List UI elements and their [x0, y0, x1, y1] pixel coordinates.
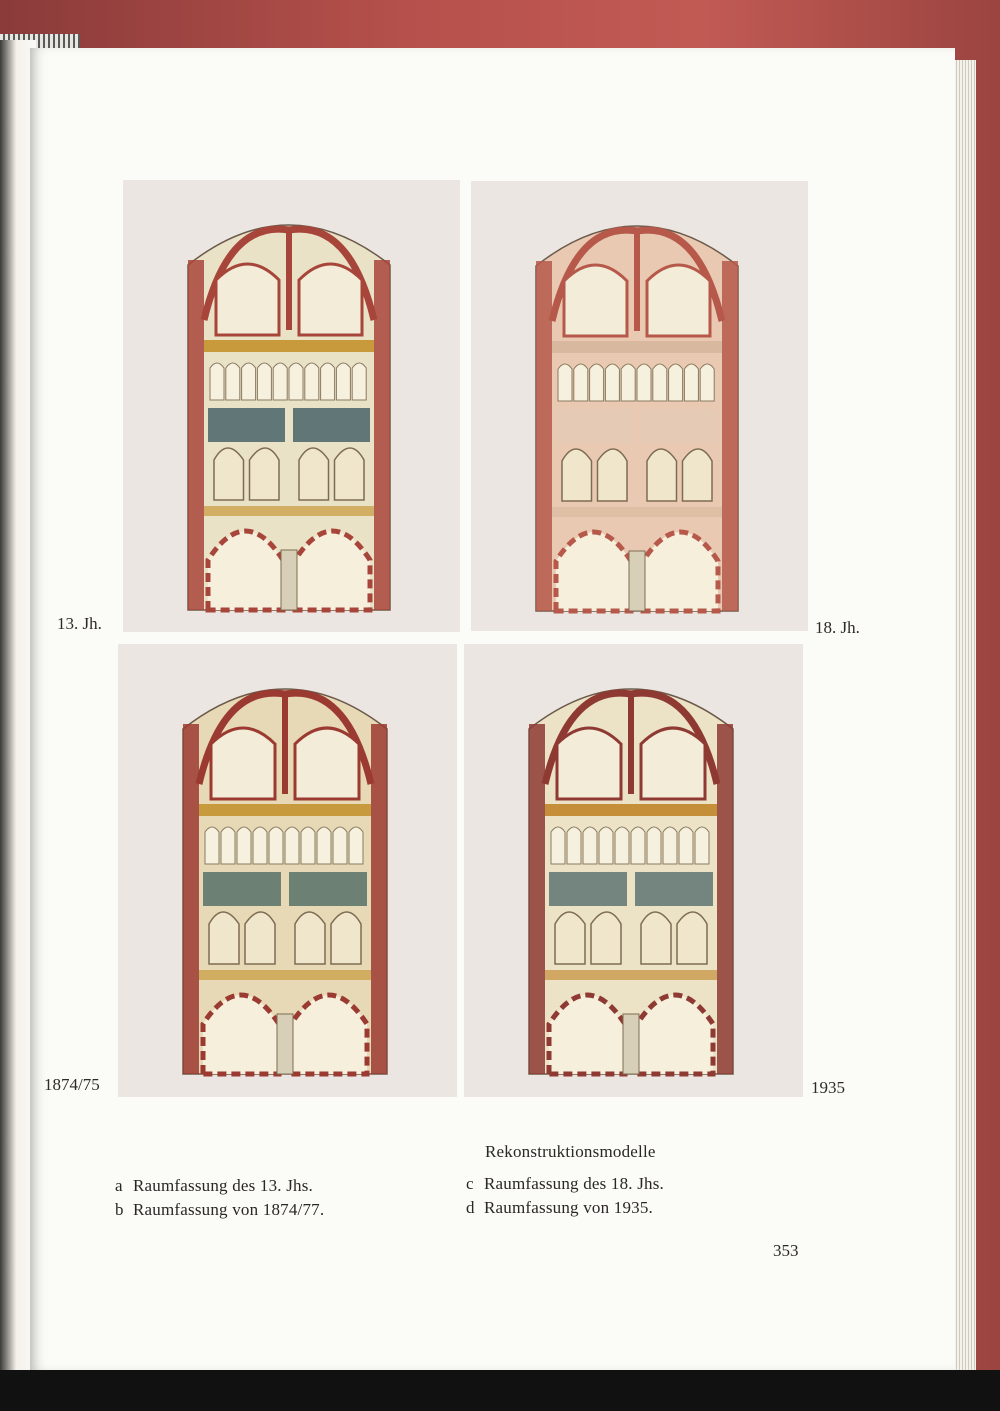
book-page [30, 48, 955, 1370]
model-elevation [529, 689, 733, 1074]
scan-background [0, 1370, 1000, 1411]
caption-text: Raumfassung von 1935. [484, 1198, 653, 1217]
model-elevation [536, 226, 738, 611]
caption-heading: Rekonstruktionsmodelle [485, 1142, 656, 1161]
caption-item-d [466, 1198, 653, 1218]
caption-letter: d [466, 1198, 475, 1217]
model-elevation [183, 689, 387, 1074]
plate-d-photo [464, 644, 803, 1097]
plate-b-photo [118, 644, 457, 1097]
plate-c-year-label: 18. Jh. [815, 618, 860, 637]
caption-text: Raumfassung des 18. Jhs. [484, 1174, 664, 1193]
caption-text: Raumfassung des 13. Jhs. [133, 1176, 313, 1195]
caption-letter: b [115, 1200, 124, 1219]
caption-text: Raumfassung von 1874/77. [133, 1200, 325, 1219]
caption-letter: c [466, 1174, 474, 1193]
caption-item-a [115, 1176, 313, 1196]
caption-item-c [466, 1174, 664, 1194]
plate-d-year-label: 1935 [811, 1078, 845, 1097]
plate-b-year-label: 1874/75 [44, 1075, 100, 1094]
model-elevation [188, 225, 390, 610]
caption-letter: a [115, 1176, 123, 1195]
page-number: 353 [773, 1241, 799, 1260]
plate-c-photo [471, 181, 808, 631]
caption-item-b [115, 1200, 324, 1220]
plate-a-photo [123, 180, 460, 632]
plate-a-year-label: 13. Jh. [57, 614, 102, 633]
